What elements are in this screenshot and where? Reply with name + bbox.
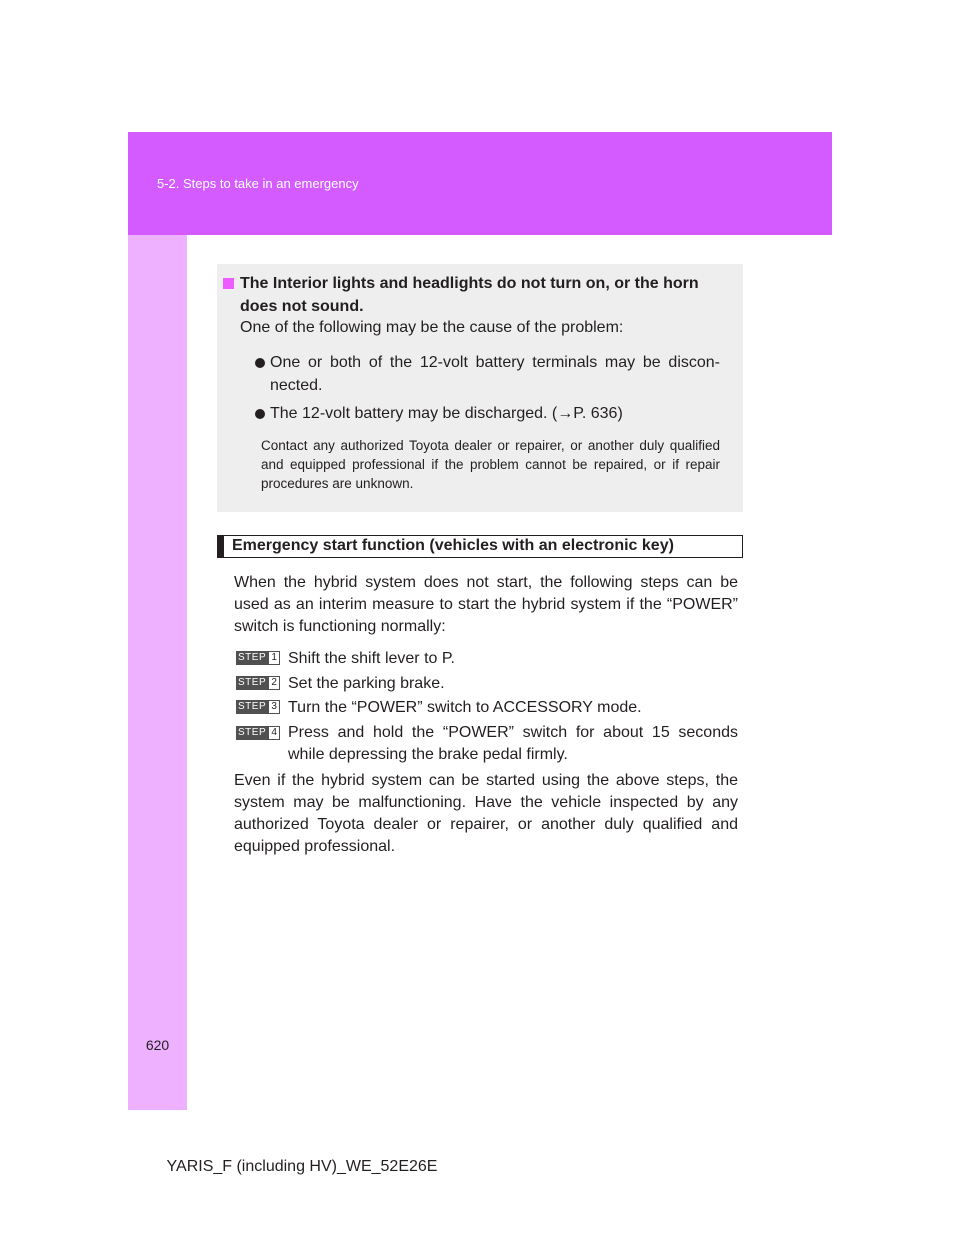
bullet-dot-icon bbox=[255, 358, 265, 368]
step-text: Press and hold the “POWER” switch for about 15 seconds while depressing the brake pedal firmly. bbox=[288, 724, 738, 763]
info-box-intro: One of the following may be the cause of the problem: bbox=[240, 319, 624, 336]
square-bullet-icon bbox=[223, 278, 234, 289]
step-text: Set the parking brake. bbox=[288, 675, 445, 692]
step-badge-label: STEP bbox=[238, 652, 267, 663]
list-item-text: The 12-volt battery may be discharged. (→P. 636) bbox=[270, 405, 623, 422]
list-item-text: One or both of the 12-volt battery terminals may be discon-nected. bbox=[270, 354, 720, 394]
section-title: Emergency start function (vehicles with an electronic key) bbox=[232, 537, 674, 554]
step-badge-label: STEP bbox=[238, 727, 267, 738]
page-number: 620 bbox=[145, 1037, 170, 1053]
closing-paragraph: Even if the hybrid system can be started using the above steps, the system may be malfunctioning. Have the vehicle inspected by any authorized Toyota dealer or repairer, or another duly qualified and equipped professional. bbox=[234, 772, 738, 855]
step-badge bbox=[236, 726, 280, 740]
step-badge-number: 2 bbox=[268, 676, 280, 690]
step-badge-number: 4 bbox=[268, 726, 280, 740]
step-badge bbox=[236, 676, 280, 690]
section-breadcrumb: 5-2. Steps to take in an emergency bbox=[157, 176, 359, 191]
sidebar-band bbox=[128, 235, 187, 1110]
step-text: Shift the shift lever to P. bbox=[288, 650, 455, 667]
step-badge-label: STEP bbox=[238, 701, 267, 712]
step-badge-number: 1 bbox=[268, 651, 280, 665]
step-badge-number: 3 bbox=[268, 700, 280, 714]
list-item bbox=[270, 351, 720, 397]
footer-code: YARIS_F (including HV)_WE_52E26E bbox=[166, 1158, 438, 1175]
info-box-heading-text: The Interior lights and headlights do not turn on, or the horn does not sound. bbox=[240, 275, 699, 315]
info-box-note: Contact any authorized Toyota dealer or repairer, or another duly qualified and equipped professional if the problem cannot be repaired, or if repair procedures are unknown. bbox=[261, 438, 720, 491]
info-box-heading bbox=[240, 272, 725, 318]
title-bar-accent bbox=[218, 536, 224, 557]
step-badge bbox=[236, 651, 280, 665]
section-title-bar bbox=[217, 535, 743, 558]
step-badge-label: STEP bbox=[238, 677, 267, 688]
step-text: Turn the “POWER” switch to ACCESSORY mode. bbox=[288, 699, 642, 716]
list-item bbox=[270, 402, 720, 425]
bullet-dot-icon bbox=[255, 409, 265, 419]
step-badge bbox=[236, 700, 280, 714]
intro-paragraph: When the hybrid system does not start, the following steps can be used as an interim measure to start the hybrid system if the “POWER” switch is functioning normally: bbox=[234, 574, 738, 635]
